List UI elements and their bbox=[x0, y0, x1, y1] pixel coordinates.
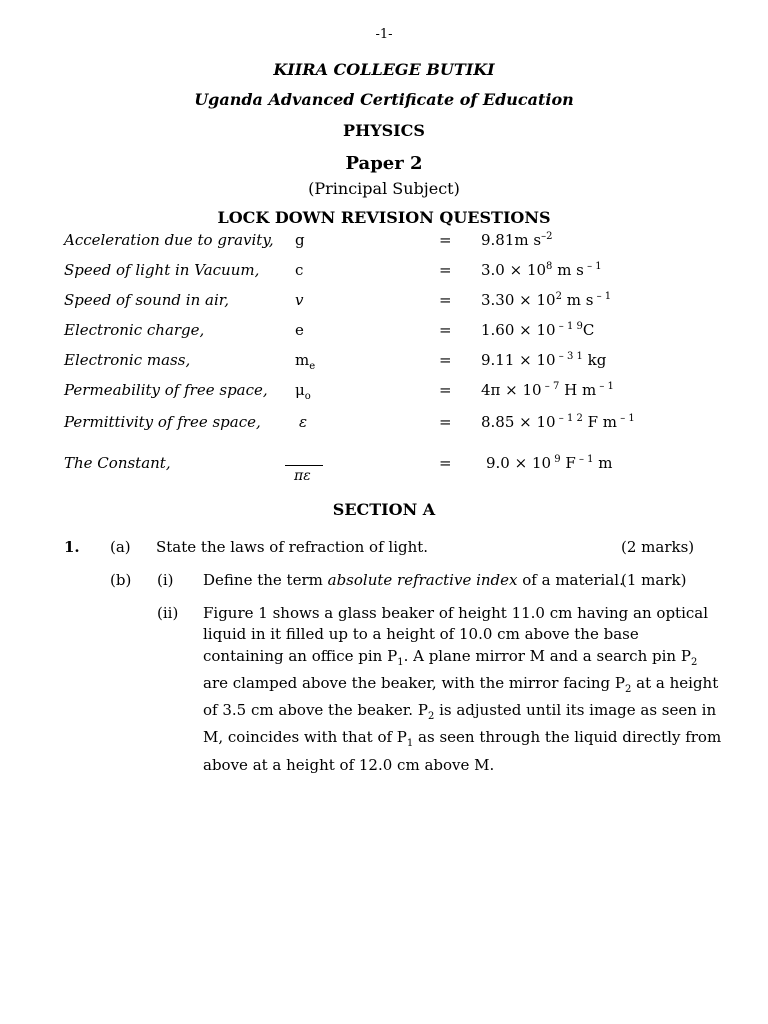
subpart-label: (i) bbox=[157, 571, 174, 589]
question-paragraph: Figure 1 shows a glass beaker of height 11.0 cm having an optical liquid in it filled up to a height of 10.0 cm above the base containing an office pin $P_1$. A plane mirror M and a search pin $P_2$ are clamped above the beaker, with the mirror facing $P_2$ at a height of 3.5 cm above the beaker. $P_2$ is adjusted until its image as seen in M, coincides with that of $P_1$ as seen through the liquid directly from above at a height of 12.0 cm above M. bbox=[203, 604, 722, 774]
constant-name: The Constant, bbox=[64, 454, 171, 472]
constant-name: Speed of sound in air, bbox=[64, 291, 230, 309]
school-name: KIIRA COLLEGE BUTIKI bbox=[273, 60, 495, 79]
constant-symbol: ε bbox=[299, 413, 308, 431]
equals-sign: = bbox=[439, 381, 452, 399]
constant-value: 1.60 × 10 $^{- 1 9}$C bbox=[481, 321, 595, 339]
page-number: -1- bbox=[375, 27, 393, 42]
constant-symbol: $\mu_o$ bbox=[295, 381, 311, 402]
equals-sign: = bbox=[439, 454, 452, 472]
constant-value: 4π × 10 $^{- 7}$ H m $^{- 1}$ bbox=[481, 381, 614, 399]
constant-symbol: g bbox=[295, 231, 305, 249]
constant-symbol: v bbox=[295, 291, 304, 309]
subpart-label: (ii) bbox=[157, 604, 179, 622]
constant-name: Permeability of free space, bbox=[64, 381, 268, 399]
constant-value: $3.0 \times 10^8$ m s $^{- 1}$ bbox=[481, 261, 602, 279]
question-number: 1. bbox=[64, 538, 80, 556]
part-label: (b) bbox=[110, 571, 132, 589]
constant-value: 9.11 × 10 $^{- 3 1}$ kg bbox=[481, 351, 607, 369]
marks-label: (1 mark) bbox=[621, 571, 687, 589]
paper-type: (Principal Subject) bbox=[308, 179, 460, 198]
constant-symbol: e bbox=[295, 321, 304, 339]
constant-value: 9.81m $s^{-2}$ bbox=[481, 231, 553, 249]
constant-symbol: $m_e$ bbox=[295, 351, 316, 372]
constant-name: Electronic charge, bbox=[64, 321, 205, 339]
constant-name: Speed of light in Vacuum, bbox=[64, 261, 260, 279]
constant-name: Electronic mass, bbox=[64, 351, 191, 369]
equals-sign: = bbox=[439, 231, 452, 249]
equals-sign: = bbox=[439, 321, 452, 339]
subject-title: PHYSICS bbox=[343, 121, 425, 140]
fraction-bar bbox=[285, 465, 323, 466]
question-text: State the laws of refraction of light. bbox=[156, 538, 429, 556]
constant-value: 8.85 × 10 $^{- 1 2}$ F m $^{- 1}$ bbox=[481, 413, 635, 431]
equals-sign: = bbox=[439, 351, 452, 369]
constant-value: 9.0 × 10 $^9$ F $^{- 1}$ m bbox=[486, 454, 613, 472]
equals-sign: = bbox=[439, 261, 452, 279]
fraction-denominator: πε bbox=[294, 468, 311, 484]
paper-title: Paper 2 bbox=[345, 153, 423, 174]
marks-label: (2 marks) bbox=[621, 538, 695, 556]
section-title: SECTION A bbox=[332, 500, 436, 519]
exam-title: Uganda Advanced Certificate of Education bbox=[194, 90, 574, 109]
constant-name: Permittivity of free space, bbox=[64, 413, 261, 431]
revision-title: LOCK DOWN REVISION QUESTIONS bbox=[217, 208, 551, 227]
question-text: Define the term absolute refractive index of a material. bbox=[203, 571, 624, 589]
part-label: (a) bbox=[110, 538, 131, 556]
constant-value: $3.30 \times 10^2$ m s $^{- 1}$ bbox=[481, 291, 612, 309]
equals-sign: = bbox=[439, 291, 452, 309]
constant-symbol: c bbox=[295, 261, 304, 279]
equals-sign: = bbox=[439, 413, 452, 431]
constant-name: Acceleration due to gravity, bbox=[64, 231, 274, 249]
